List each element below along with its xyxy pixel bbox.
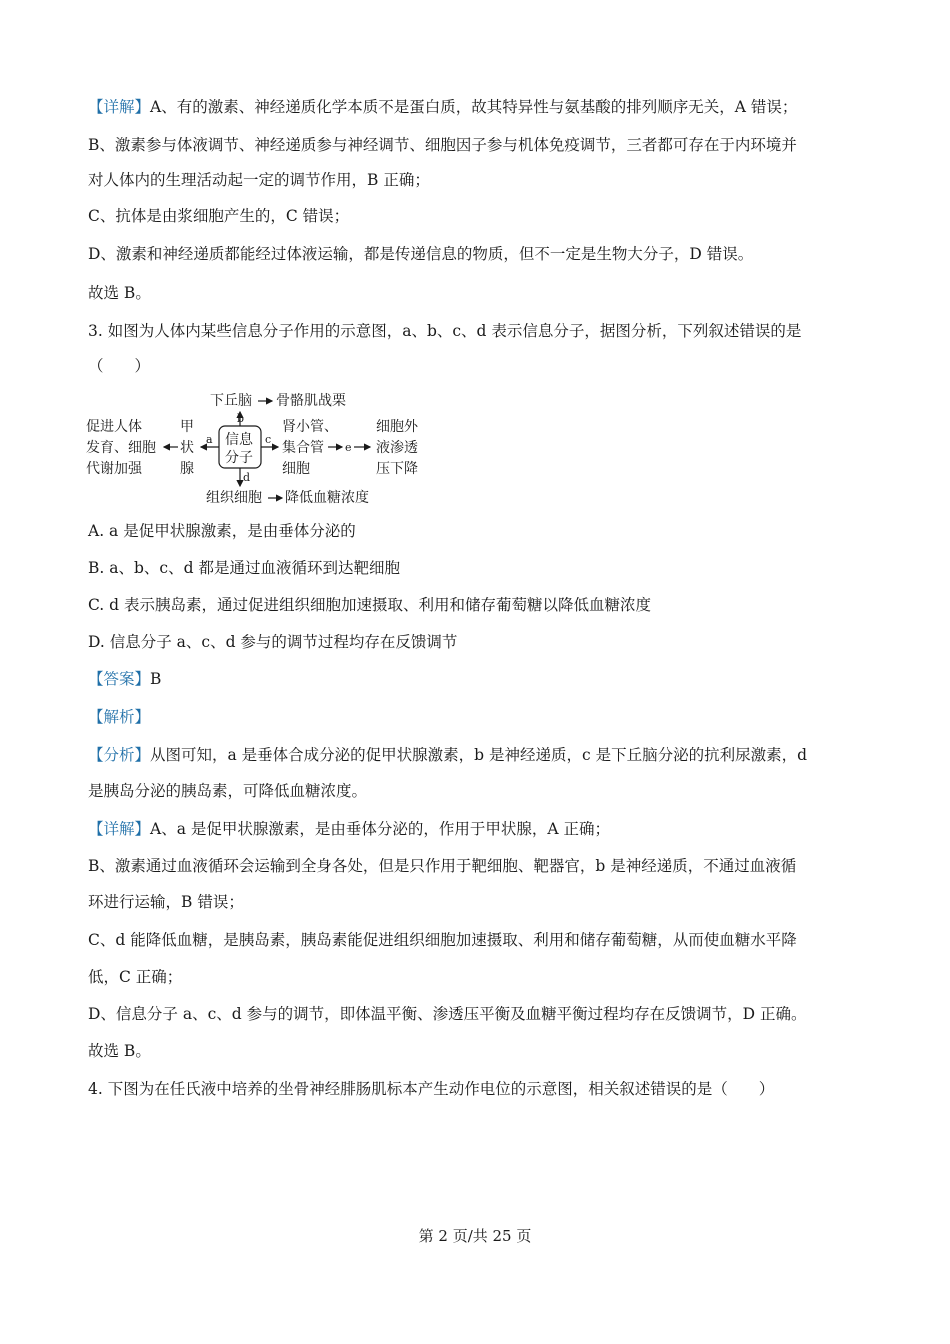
explanation-line-3: 对人体内的生理活动起一定的调节作用，B 正确；: [88, 171, 430, 189]
label-e: e: [345, 441, 352, 454]
answer-tag: 【答案】: [88, 670, 151, 688]
detail-line-7: 故选 B。: [88, 1042, 151, 1060]
left-effect-line-2: 发育、细胞: [86, 440, 156, 456]
detail-line-4: C、d 能降低血糖，是胰岛素，胰岛素能促进组织细胞加速摄取、利用和储存葡萄糖，从而使血糖水平降: [88, 931, 797, 949]
signal-molecule-diagram: [86, 386, 426, 512]
detail-subtag: 【详解】: [88, 820, 151, 838]
hypothalamus-label: 下丘脑: [210, 393, 252, 409]
center-label-line-1: 信息: [225, 432, 253, 448]
analysis-line-2: 是胰岛分泌的胰岛素，可降低血糖浓度。: [88, 782, 368, 800]
explanation-line-1: 【详解】A、有的激素、神经递质化学本质不是蛋白质，故其特异性与氨基酸的排列顺序无关，A 错误；: [88, 98, 798, 116]
kidney-line-2: 集合管: [282, 440, 324, 456]
detail-tag: 【详解】: [88, 98, 151, 116]
question-4-stem: 4. 下图为在任氏液中培养的坐骨神经腓肠肌标本产生动作电位的示意图，相关叙述错误的是（ ）: [88, 1080, 775, 1098]
skeletal-muscle-shiver-label: 骨骼肌战栗: [276, 393, 346, 409]
analysis-heading: [88, 706, 868, 728]
detail-line-5: 低，C 正确；: [88, 968, 183, 986]
explanation-line-2: B、激素参与体液调节、神经递质参与神经调节、细胞因子参与机体免疫调节，三者都可存在于内环境并: [88, 136, 797, 154]
analysis-tag: 【解析】: [88, 708, 151, 726]
answer-value: B: [150, 670, 162, 688]
question-3-blank: （ ）: [88, 357, 151, 375]
answer-line: [88, 668, 868, 690]
kidney-line-3: 细胞: [282, 461, 310, 477]
right-effect-line-1: 细胞外: [376, 419, 418, 435]
analysis-subtag: 【分析】: [88, 746, 151, 764]
right-effect-line-3: 压下降: [376, 461, 418, 477]
explanation-line-5: D、激素和神经递质都能经过体液运输，都是传递信息的物质，但不一定是生物大分子，D 错误。: [88, 245, 754, 263]
option-a: A. a 是促甲状腺激素，是由垂体分泌的: [88, 522, 356, 540]
detail-line-2: B、激素通过血液循环会运输到全身各处，但是只作用于靶细胞、靶器官，b 是神经递质，不通过血液循: [88, 857, 797, 875]
label-b: b: [237, 412, 245, 425]
kidney-line-1: 肾小管、: [282, 419, 338, 435]
page-footer: 第 2 页/共 25 页: [418, 1227, 532, 1245]
left-effect-line-3: 代谢加强: [86, 461, 142, 477]
gland-char-1: 甲: [180, 419, 194, 435]
option-d: D. 信息分子 a、c、d 参与的调节过程均存在反馈调节: [88, 633, 458, 651]
label-d: d: [243, 471, 251, 484]
explanation-line-4: C、抗体是由浆细胞产生的，C 错误；: [88, 207, 350, 225]
question-3-stem: 3. 如图为人体内某些信息分子作用的示意图，a、b、c、d 表示信息分子，据图分析，下列叙述错误的是: [88, 322, 802, 340]
detail-line-6: D、信息分子 a、c、d 参与的调节，即体温平衡、渗透压平衡及血糖平衡过程均存在反馈调节，D 正确。: [88, 1005, 807, 1023]
lower-blood-glucose-label: 降低血糖浓度: [285, 490, 369, 506]
detail-line-1: 【详解】A、a 是促甲状腺激素，是由垂体分泌的，作用于甲状腺，A 正确；: [88, 820, 610, 838]
center-label-line-2: 分子: [225, 450, 253, 466]
option-c: C. d 表示胰岛素，通过促进组织细胞加速摄取、利用和储存葡萄糖以降低血糖浓度: [88, 596, 652, 614]
detail-line-3: 环进行运输，B 错误；: [88, 893, 244, 911]
left-effect-line-1: 促进人体: [86, 419, 142, 435]
label-c: c: [265, 433, 272, 446]
gland-char-2: 状: [180, 440, 194, 456]
label-a: a: [206, 433, 213, 446]
gland-char-3: 腺: [180, 461, 194, 477]
tissue-cell-label: 组织细胞: [206, 490, 262, 506]
explanation-line-6: 故选 B。: [88, 284, 151, 302]
right-effect-line-2: 液渗透: [376, 440, 418, 456]
analysis-line-1: 【分析】从图可知，a 是垂体合成分泌的促甲状腺激素，b 是神经递质，c 是下丘脑分泌的抗利尿激素，d: [88, 746, 808, 764]
option-b: B. a、b、c、d 都是通过血液循环到达靶细胞: [88, 559, 400, 577]
